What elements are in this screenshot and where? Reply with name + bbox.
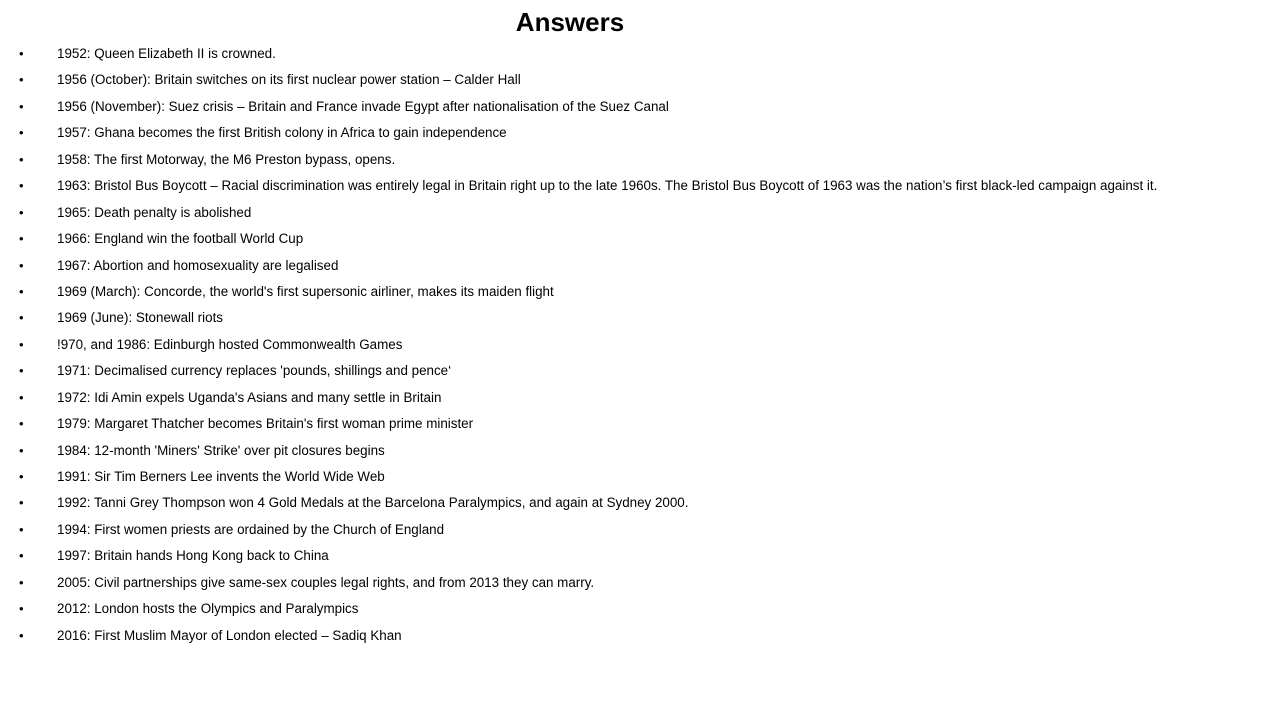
list-item xyxy=(0,546,1280,566)
bullet-icon: • xyxy=(19,416,24,432)
bullet-icon: • xyxy=(19,442,24,458)
list-item xyxy=(0,626,1280,646)
list-item-text: 2005: Civil partnerships give same-sex couples legal rights, and from 2013 they can marry. xyxy=(57,574,595,590)
list-item-text: 1992: Tanni Grey Thompson won 4 Gold Medals at the Barcelona Paralympics, and again at Sydney 2000. xyxy=(57,495,689,511)
list-item-text: 1952: Queen Elizabeth II is crowned. xyxy=(57,46,276,61)
list-item xyxy=(0,520,1280,540)
list-item xyxy=(0,229,1280,249)
list-item-text: 1979: Margaret Thatcher becomes Britain's first woman prime minister xyxy=(57,416,474,432)
list-item-text: 1956 (October): Britain switches on its first nuclear power station – Calder Hall xyxy=(57,72,521,88)
list-item xyxy=(0,282,1280,302)
bullet-icon: • xyxy=(19,283,24,299)
bullet-icon: • xyxy=(19,257,24,273)
bullet-icon: • xyxy=(19,601,24,617)
bullet-icon: • xyxy=(19,495,24,511)
list-item xyxy=(0,388,1280,408)
bullet-icon: • xyxy=(19,389,24,405)
list-item-text: 1969 (June): Stonewall riots xyxy=(57,310,223,326)
list-item xyxy=(0,97,1280,117)
list-item xyxy=(0,414,1280,434)
bullet-icon: • xyxy=(19,151,24,167)
list-item xyxy=(0,44,1280,64)
bullet-icon: • xyxy=(19,627,24,643)
bullet-icon: • xyxy=(19,548,24,564)
list-item-text: 1963: Bristol Bus Boycott – Racial discrimination was entirely legal in Britain right up to the late 1960s. The Bristol Bus Boycott of 1963 was the nation’s first black-led campaign against it. xyxy=(57,178,1158,194)
bullet-icon: • xyxy=(19,574,24,590)
list-item xyxy=(0,493,1280,513)
bullet-icon: • xyxy=(19,125,24,141)
bullet-icon: • xyxy=(19,521,24,537)
list-item xyxy=(0,70,1280,90)
list-item xyxy=(0,467,1280,487)
list-item-text: !970, and 1986: Edinburgh hosted Commonwealth Games xyxy=(57,336,403,352)
list-item-text: 1994: First women priests are ordained by the Church of England xyxy=(57,521,445,537)
answers-list xyxy=(0,44,1280,652)
list-item-text: 1958: The first Motorway, the M6 Preston bypass, opens. xyxy=(57,151,396,167)
list-item xyxy=(0,203,1280,223)
bullet-icon: • xyxy=(19,98,24,114)
bullet-icon: • xyxy=(19,46,24,61)
list-item-text: 1957: Ghana becomes the first British colony in Africa to gain independence xyxy=(57,125,507,141)
list-item xyxy=(0,599,1280,619)
list-item xyxy=(0,150,1280,170)
list-item xyxy=(0,361,1280,381)
bullet-icon: • xyxy=(19,204,24,220)
bullet-icon: • xyxy=(19,231,24,247)
list-item-text: 1966: England win the football World Cup xyxy=(57,231,304,247)
list-item-text: 1971: Decimalised currency replaces 'pounds, shillings and pence‘ xyxy=(57,363,452,379)
list-item xyxy=(0,441,1280,461)
list-item xyxy=(0,573,1280,593)
slide-title: Answers xyxy=(515,7,625,37)
list-item-text: 1997: Britain hands Hong Kong back to China xyxy=(57,548,329,564)
list-item xyxy=(0,123,1280,143)
bullet-icon: • xyxy=(19,363,24,379)
list-item-text: 2016: First Muslim Mayor of London elected – Sadiq Khan xyxy=(57,627,402,643)
list-item-text: 1969 (March): Concorde, the world's first supersonic airliner, makes its maiden flight xyxy=(57,283,554,299)
bullet-icon: • xyxy=(19,310,24,326)
bullet-icon: • xyxy=(19,72,24,88)
list-item-text: 1967: Abortion and homosexuality are legalised xyxy=(57,257,339,273)
list-item-text: 1965: Death penalty is abolished xyxy=(57,204,252,220)
list-item-text: 2012: London hosts the Olympics and Paralympics xyxy=(57,601,359,617)
list-item-text: 1991: Sir Tim Berners Lee invents the World Wide Web xyxy=(57,469,385,484)
bullet-icon: • xyxy=(19,469,24,484)
list-item xyxy=(0,308,1280,328)
bullet-icon: • xyxy=(19,336,24,352)
list-item-text: 1984: 12-month 'Miners' Strike' over pit closures begins xyxy=(57,442,385,458)
list-item xyxy=(0,176,1280,196)
list-item xyxy=(0,335,1280,355)
list-item xyxy=(0,256,1280,276)
bullet-icon: • xyxy=(19,178,24,194)
list-item-text: 1956 (November): Suez crisis – Britain and France invade Egypt after nationalisation of the Suez Canal xyxy=(57,98,669,114)
list-item-text: 1972: Idi Amin expels Uganda's Asians and many settle in Britain xyxy=(57,389,442,405)
